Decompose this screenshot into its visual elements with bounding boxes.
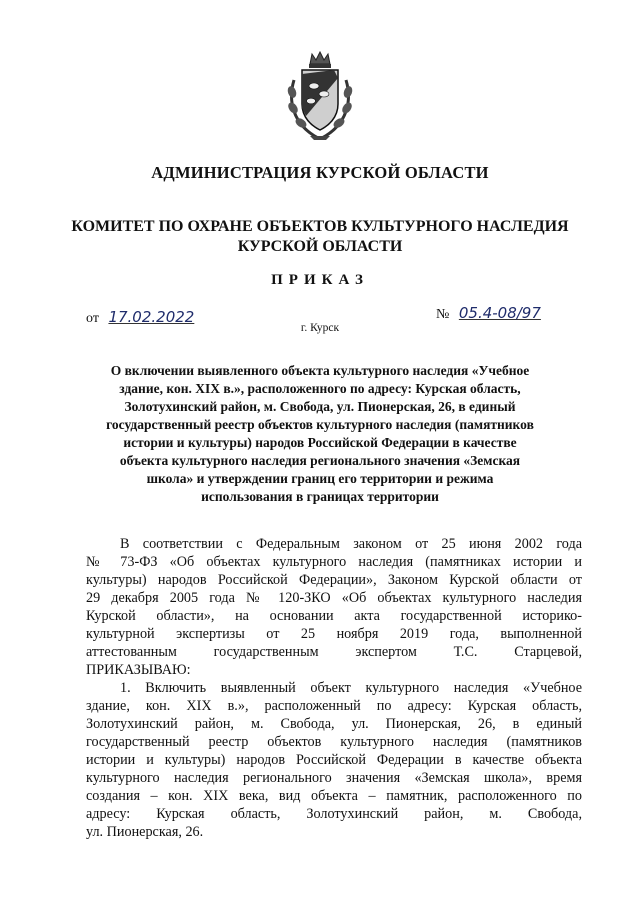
- body-line: Золотухинский район, м. Свобода, ул. Пионерская, 26, в единый: [86, 716, 582, 732]
- city: г. Курск: [300, 322, 340, 334]
- committee-title-line: КОМИТЕТ ПО ОХРАНЕ ОБЪЕКТОВ КУЛЬТУРНОГО НАСЛЕДИЯ: [71, 218, 569, 235]
- number-prefix: №: [436, 307, 450, 322]
- document-type: ПРИКАЗ: [271, 272, 369, 288]
- body-line: адресу: Курская область, Золотухинский район, м. Свобода,: [86, 806, 582, 822]
- committee-title: [0, 217, 640, 257]
- subject-line: истории и культуры) народов Российской Федерации в качестве: [123, 435, 517, 450]
- subject-line: здание, кон. XIX в.», расположенного по адресу: Курская область,: [119, 381, 521, 396]
- subject-line: использования в границах территории: [201, 489, 439, 504]
- body-line: ПРИКАЗЫВАЮ:: [86, 662, 191, 678]
- body-line: истории и культуры) народов Российской Федерации в качестве объекта: [86, 752, 582, 768]
- administration-title: АДМИНИСТРАЦИЯ КУРСКОЙ ОБЛАСТИ: [151, 163, 489, 182]
- subject-line: школа» и утверждении границ его территории и режима: [146, 471, 494, 486]
- order-subject: [60, 362, 580, 506]
- order-number: [436, 304, 547, 323]
- body-line: ул. Пионерская, 26.: [86, 824, 204, 840]
- subject-line: объекта культурного наследия регионального значения «Земская: [119, 453, 521, 468]
- body-line: № 73-ФЗ «Об объектах культурного наследия (памятниках истории и: [86, 554, 582, 570]
- body-line: культурного наследия регионального значения «Земская школа», время: [86, 770, 582, 786]
- coat-of-arms-icon: [284, 50, 356, 142]
- body-line: культурной экспертизы от 25 ноября 2019 года, выполненной: [86, 626, 582, 642]
- body-line: 29 декабря 2005 года № 120-ЗКО «Об объектах культурного наследия: [86, 590, 582, 606]
- body-line: здание, кон. XIX в.», расположенный по адресу: Курская область,: [86, 698, 582, 714]
- date-handwritten: 17.02.2022: [108, 308, 195, 326]
- body-line: В соответствии с Федеральным законом от 25 июня 2002 года: [120, 536, 582, 552]
- body-line: аттестованным государственным экспертом Т.С. Старцевой,: [86, 644, 582, 660]
- subject-line: государственный реестр объектов культурного наследия (памятников: [106, 417, 534, 432]
- committee-title-line: КУРСКОЙ ОБЛАСТИ: [237, 238, 403, 255]
- date-prefix: от: [86, 311, 99, 326]
- number-handwritten: 05.4-08/97: [458, 304, 541, 322]
- subject-line: О включении выявленного объекта культурного наследия «Учебное: [110, 363, 530, 378]
- body-line: Курской области», на основании акта государственной историко-: [86, 608, 582, 624]
- order-body: [86, 535, 582, 841]
- body-line: государственный реестр объектов культурного наследия (памятников: [86, 734, 582, 750]
- body-line: создания – кон. XIX века, вид объекта – памятник, расположенного по: [86, 788, 582, 804]
- body-line: 1. Включить выявленный объект культурного наследия «Учебное: [120, 680, 582, 696]
- subject-line: Золотухинский район, м. Свобода, ул. Пионерская, 26, в единый: [124, 399, 516, 414]
- body-line: культуры) народов Российской Федерации», Законом Курской области от: [86, 572, 582, 588]
